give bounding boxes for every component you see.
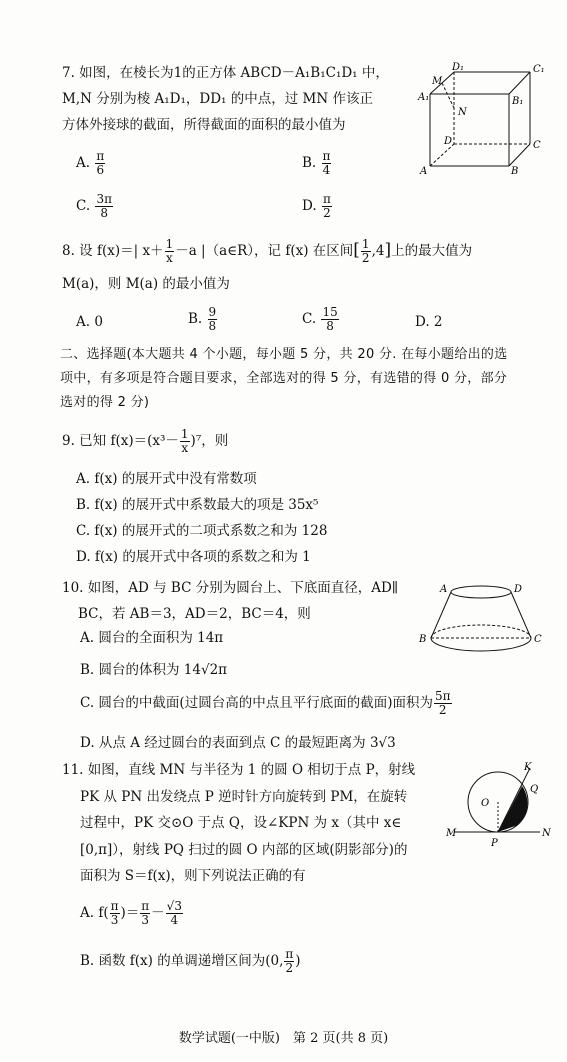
q9-text: 9. 已知 f(x)＝(x³－ bbox=[62, 433, 179, 449]
fraction-num: 15 bbox=[322, 305, 338, 319]
q7-option-c bbox=[76, 193, 114, 220]
q11-line-5: 面积为 S＝f(x)，则下列说法正确的有 bbox=[80, 868, 306, 884]
q7-line-1: 7. 如图，在棱长为1的正方体 ABCD－A₁B₁C₁D₁ 中， bbox=[62, 65, 389, 81]
label-c1: C₁ bbox=[533, 64, 545, 75]
q10-option-a: A. 圆台的全面积为 14π bbox=[80, 630, 224, 646]
q11-line-4: [0,π]），射线 PQ 扫过的圆 O 内部的区域(阴影部分)的 bbox=[80, 841, 408, 858]
fraction-den: 2 bbox=[285, 961, 294, 975]
fraction-num: 5π bbox=[434, 689, 451, 703]
label-k: K bbox=[524, 762, 532, 773]
label-n: N bbox=[458, 107, 467, 118]
fraction-den: 8 bbox=[326, 319, 334, 333]
q9-option-b: B. f(x) 的展开式中系数最大的项是 35x⁵ bbox=[76, 497, 319, 513]
fraction bbox=[322, 150, 332, 177]
fraction bbox=[95, 150, 105, 177]
q10-option-c bbox=[80, 690, 453, 717]
question-8 bbox=[62, 237, 542, 297]
fraction bbox=[166, 900, 183, 927]
circle-tangent-figure bbox=[446, 760, 551, 852]
label-a1: A₁ bbox=[418, 92, 430, 103]
q9-options bbox=[76, 466, 556, 570]
label-a: A bbox=[440, 584, 448, 595]
shaded-region bbox=[498, 786, 527, 832]
label-b1: B₁ bbox=[512, 96, 524, 107]
fraction-den: x bbox=[165, 251, 173, 265]
label-d: D bbox=[514, 584, 523, 595]
label-o: O bbox=[481, 798, 490, 809]
fraction-num: 1 bbox=[165, 237, 174, 251]
fraction-den: 4 bbox=[170, 913, 179, 927]
q8-line-1: 8. 设 f(x)＝| x＋ $\frac{1}{x}$ －a |（a∈R），记 f(x) 在区间[ $\frac{1}{2}$ ,4]上的最大值为 bbox=[62, 237, 473, 265]
q7-line-3: 方体外接球的截面，所得截面的面积的最小值为 bbox=[62, 117, 346, 133]
q11-line-1: 11. 如图，直线 MN 与半径为 1 的圆 O 相切于点 P，射线 bbox=[62, 762, 416, 778]
q8-text: ,4 bbox=[371, 243, 385, 259]
question-11 bbox=[62, 757, 462, 890]
fraction bbox=[361, 238, 371, 265]
section-2-line-1: 二、选择题(本大题共 4 个小题，每小题 5 分，共 20 分. 在每小题给出的选 bbox=[60, 347, 508, 362]
label-c: C bbox=[534, 634, 542, 645]
q11-text: ) bbox=[295, 953, 301, 969]
option-label: C. bbox=[76, 198, 91, 214]
fraction-num: π bbox=[322, 192, 331, 206]
q8-line-2: M(a)，则 M(a) 的最小值为 bbox=[62, 276, 230, 292]
fraction-num: 1 bbox=[361, 237, 370, 251]
fraction-num: π bbox=[141, 899, 150, 913]
q8-option-c bbox=[302, 306, 340, 333]
fraction-num: π bbox=[96, 149, 105, 163]
q10-line-1: 10. 如图，AD 与 BC 分别为圆台上、下底面直径，AD∥ bbox=[62, 580, 399, 596]
fraction bbox=[208, 306, 218, 333]
fraction bbox=[95, 193, 113, 220]
fraction bbox=[322, 193, 332, 220]
q10-option-b: B. 圆台的体积为 14√2π bbox=[80, 662, 228, 678]
fraction-num: π bbox=[110, 899, 119, 913]
fraction-num: π bbox=[322, 149, 331, 163]
label-p: P bbox=[491, 838, 498, 849]
fraction bbox=[110, 900, 120, 927]
fraction-den: x bbox=[181, 441, 189, 455]
q11-line-3: 过程中，PK 交⊙O 于点 Q，设∠KPN 为 x（其中 x∈ bbox=[80, 815, 402, 831]
q9-option-d: D. f(x) 的展开式中各项的系数之和为 1 bbox=[76, 549, 311, 565]
fraction-num: 1 bbox=[180, 427, 189, 441]
fraction bbox=[180, 428, 190, 455]
q10-text: C. 圆台的中截面(过圆台高的中点且平行底面的截面)面积为 bbox=[80, 695, 433, 711]
q7-option-d bbox=[302, 193, 333, 220]
fraction bbox=[284, 948, 294, 975]
fraction bbox=[434, 690, 452, 717]
label-n: N bbox=[542, 828, 551, 839]
fraction-den: 6 bbox=[96, 163, 105, 177]
cube-figure bbox=[416, 60, 551, 182]
q7-option-b bbox=[302, 150, 332, 177]
option-label: C. bbox=[302, 311, 317, 327]
fraction bbox=[165, 238, 175, 265]
option-label: D. bbox=[302, 198, 317, 214]
section-2-heading bbox=[60, 343, 550, 415]
q8-option-d: D. 2 bbox=[415, 314, 443, 330]
q11-option-a bbox=[80, 900, 184, 927]
q8-text: 8. 设 f(x)＝| x＋ bbox=[62, 243, 164, 259]
section-2-line-2: 项中，有多项是符合题目要求，全部选对的得 5 分，有选错的得 0 分，部分 bbox=[60, 371, 508, 386]
frustum-figure bbox=[416, 576, 546, 681]
option-label: B. bbox=[188, 311, 203, 327]
q8-text: －a |（a∈R），记 f(x) 在区间 bbox=[175, 243, 354, 259]
fraction bbox=[140, 900, 150, 927]
fraction-den: 4 bbox=[322, 163, 331, 177]
q10-line-2: BC，若 AB＝3，AD＝2，BC＝4，则 bbox=[78, 606, 311, 622]
fraction-num: 9 bbox=[208, 305, 217, 319]
q9-option-c: C. f(x) 的展开式的二项式系数之和为 128 bbox=[76, 523, 328, 539]
fraction-num: 3π bbox=[96, 192, 112, 206]
option-label: B. bbox=[302, 155, 317, 171]
q11-text: － bbox=[151, 905, 165, 921]
label-b: B bbox=[511, 166, 519, 177]
fraction-den: 8 bbox=[100, 206, 109, 220]
label-m: M bbox=[446, 828, 457, 839]
page-footer: 数学试题(一中版) 第 2 页(共 8 页) bbox=[178, 1031, 389, 1046]
label-q: Q bbox=[530, 784, 539, 795]
fraction-den: 2 bbox=[438, 703, 447, 717]
label-a: A bbox=[420, 166, 428, 177]
fraction-num: √3 bbox=[166, 899, 182, 913]
label-c: C bbox=[533, 140, 541, 151]
q7-line-2: M,N 分别为棱 A₁D₁，DD₁ 的中点，过 MN 作该正 bbox=[62, 91, 373, 107]
q11-text: )＝ bbox=[120, 905, 140, 921]
section-2-line-3: 选对的得 2 分) bbox=[60, 395, 150, 410]
q8-text: 上的最大值为 bbox=[391, 243, 473, 259]
q11-text: A. f( bbox=[80, 905, 109, 921]
fraction-num: π bbox=[285, 947, 294, 961]
q9-stem bbox=[62, 428, 542, 455]
fraction-den: 3 bbox=[141, 913, 150, 927]
label-d: D bbox=[444, 136, 453, 147]
fraction-den: 3 bbox=[110, 913, 119, 927]
q9-text: )⁷，则 bbox=[190, 433, 229, 449]
label-b: B bbox=[419, 634, 427, 645]
q9-option-a: A. f(x) 的展开式中没有常数项 bbox=[76, 471, 257, 487]
label-m: M bbox=[432, 76, 443, 87]
q11-text: B. 函数 f(x) 的单调递增区间为(0, bbox=[80, 953, 284, 969]
fraction-den: 8 bbox=[208, 319, 217, 333]
q7-option-a bbox=[76, 150, 106, 177]
q11-line-2: PK 从 PN 出发绕点 P 逆时针方向旋转到 PM，在旋转 bbox=[80, 788, 408, 805]
option-label: A. bbox=[76, 155, 91, 171]
fraction bbox=[321, 306, 338, 333]
q10-option-d: D. 从点 A 经过圆台的表面到点 C 的最短距离为 3√3 bbox=[80, 735, 396, 751]
label-d1: D₁ bbox=[452, 62, 465, 73]
q11-option-b bbox=[80, 948, 301, 975]
question-9 bbox=[62, 428, 542, 455]
q8-option-b bbox=[188, 306, 218, 333]
q8-option-a: A. 0 bbox=[76, 314, 103, 330]
fraction-den: 2 bbox=[323, 206, 331, 220]
fraction-den: 2 bbox=[361, 251, 370, 265]
